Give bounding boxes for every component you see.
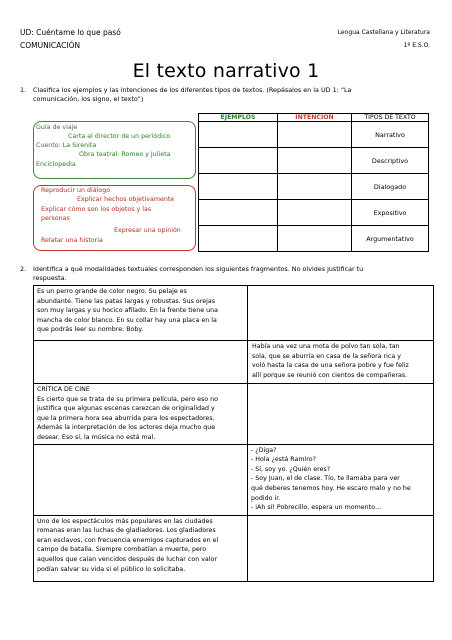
text-type-label: Dialogado xyxy=(352,174,429,200)
fragment-line: justifica que algunas escenas carezcan de originalidad y xyxy=(37,405,215,413)
fragment-line: qué deberes tenemos hoy. He escaro malo y no he xyxy=(251,484,411,492)
text-type-label: Argumentativo xyxy=(352,226,429,252)
course-level: 1º E.S.O. xyxy=(403,42,430,49)
question-1-line: comunicación, los signo, el texto”) xyxy=(33,95,144,103)
text-type-label: Descriptivo xyxy=(352,148,429,174)
fragment-line: - iAh sí! Pobrecillo, espera un momento… xyxy=(251,504,382,512)
fragment-cell xyxy=(34,286,248,341)
table-row xyxy=(34,341,434,384)
question-1-line: Clasifica los ejemplos y las intenciones de los diferentes tipos de textos. (Repásalos en la UD 1: “La xyxy=(33,86,352,94)
example-answer-cell[interactable] xyxy=(199,226,278,252)
fragment-line: que la primera hora sea aburrida para los espectadores. xyxy=(37,414,215,422)
question-2-text xyxy=(33,265,433,283)
example-answer-cell[interactable] xyxy=(199,122,278,148)
fragment-line: - Sí, soy yo. ¿Quién eres? xyxy=(251,465,331,473)
page-title: El texto narrativo 1 xyxy=(132,60,320,82)
table-row xyxy=(199,200,429,226)
intention-answer-cell[interactable] xyxy=(278,200,352,226)
answer-cell[interactable] xyxy=(248,515,434,581)
fragment-line: Es cierto que se trata de su primera película, pero eso no xyxy=(37,395,218,403)
example-answer-cell[interactable] xyxy=(199,200,278,226)
fragment-line: Había una vez una mota de polvo tan sola, tan xyxy=(252,343,400,350)
table-row xyxy=(199,226,429,252)
example-item: Carta al director de un periódico xyxy=(68,133,171,140)
table-row xyxy=(199,122,429,148)
intention-header: INTENCIÓN xyxy=(278,114,352,122)
fragment-cell xyxy=(248,341,434,384)
answer-cell[interactable] xyxy=(34,341,248,384)
fragment-line: romanas eran las luchas de gladiadores. Los gladiadores xyxy=(37,527,216,535)
question-1-text xyxy=(33,86,433,104)
text-type-label: Expositivo xyxy=(352,200,429,226)
fragment-line: podían salvar su vida si el público lo solicitaba. xyxy=(37,565,186,573)
intention-answer-cell[interactable] xyxy=(278,122,352,148)
table-row xyxy=(34,384,434,445)
fragment-line: eran esclavos, con frecuencia enemigos capturados en el xyxy=(37,536,219,544)
table-row xyxy=(199,148,429,174)
subject-name: Lengua Castellana y Literatura xyxy=(337,29,430,36)
question-1-number: 1. xyxy=(20,86,27,94)
unit-title: UD: Cuéntame lo que pasó xyxy=(20,28,121,37)
intention-item: Reproducir un diálogo xyxy=(41,187,111,194)
table-row xyxy=(199,174,429,200)
fragment-line: Uno de los espectáculos más populares en las ciudades xyxy=(37,517,213,525)
fragment-line: voló hasta la casa de una señora pobre y fue feliz xyxy=(252,362,409,370)
fragment-cell xyxy=(248,444,434,515)
intention-item: Expresar una opinión xyxy=(114,227,181,234)
text-types-header: TIPOS DE TEXTO xyxy=(352,114,429,122)
fragment-line: allí porque se reunió con cientos de compañeras. xyxy=(252,371,408,379)
intention-answer-cell[interactable] xyxy=(278,226,352,252)
intention-item: Relatar una historia xyxy=(41,237,103,244)
fragment-line: sola, que se aburría en casa de la señora rica y xyxy=(252,352,401,360)
example-item: Guía de viaje xyxy=(36,124,78,131)
fragment-line: - Soy Juan, el de clase. Tío, te llamaba para ver xyxy=(251,475,400,483)
question-2-line: respuesta. xyxy=(33,274,67,282)
fragment-title: CRÍTICA DE CINE xyxy=(37,386,90,393)
fragment-line: desear. Eso sí, la música no está mal. xyxy=(37,433,156,441)
fragment-line: que podrás leer su nombre: Boby. xyxy=(37,326,144,334)
fragment-line: Además la interpretación de los actores deja mucho que xyxy=(37,424,216,432)
table-row xyxy=(34,444,434,515)
fragment-line: abundante. Tiene las patas largas y robustas. Sus orejas xyxy=(37,297,216,305)
section-name: COMUNICACIÓN xyxy=(20,41,81,50)
intention-item: personas xyxy=(41,215,70,222)
fragment-line: son muy largas y su hocico afilado. En la frente tiene una xyxy=(37,307,219,315)
example-answer-cell[interactable] xyxy=(199,148,278,174)
fragment-cell xyxy=(34,384,248,445)
fragment-line: - Hola ¿está Ramiro? xyxy=(251,456,316,464)
fragment-line: - ¿Diga? xyxy=(251,446,277,454)
example-item: Obra teatral: Romeo y Julieta xyxy=(79,151,171,158)
intention-item: Explicar hechos objetivamente xyxy=(77,196,175,203)
fragments-table xyxy=(33,285,434,582)
answer-cell[interactable] xyxy=(248,384,434,445)
fragment-cell xyxy=(34,515,248,581)
text-type-label: Narrativo xyxy=(352,122,429,148)
question-2-number: 2. xyxy=(20,265,27,273)
intention-answer-cell[interactable] xyxy=(278,174,352,200)
fragment-line: Es un perro grande de color negro. Su pelaje es xyxy=(37,288,187,295)
example-item: Cuento: La Sirenita xyxy=(36,142,97,149)
classification-table xyxy=(198,113,429,252)
fragment-line: mancha de color blanco. En su collar hay una placa en la xyxy=(37,316,217,324)
examples-header: EJEMPLOS xyxy=(199,114,278,122)
question-2-line: Identifica a qué modalidades textuales corresponden los siguientes fragmentos. No olvides justificar tu xyxy=(33,265,364,273)
example-item: Enciclopedia xyxy=(36,161,76,168)
answer-cell[interactable] xyxy=(248,286,434,341)
fragment-line: campo de batalla. Siempre combatían a muerte, pero xyxy=(37,546,207,554)
fragment-line: podido ir. xyxy=(251,494,281,502)
example-answer-cell[interactable] xyxy=(199,174,278,200)
table-row xyxy=(34,286,434,341)
table-row xyxy=(34,515,434,581)
answer-cell[interactable] xyxy=(34,444,248,515)
intention-answer-cell[interactable] xyxy=(278,148,352,174)
intention-item: Explicar cómo son los objetos y las xyxy=(41,206,152,213)
fragment-line: aquellos que caían vencidos después de luchar con valor xyxy=(37,555,217,563)
